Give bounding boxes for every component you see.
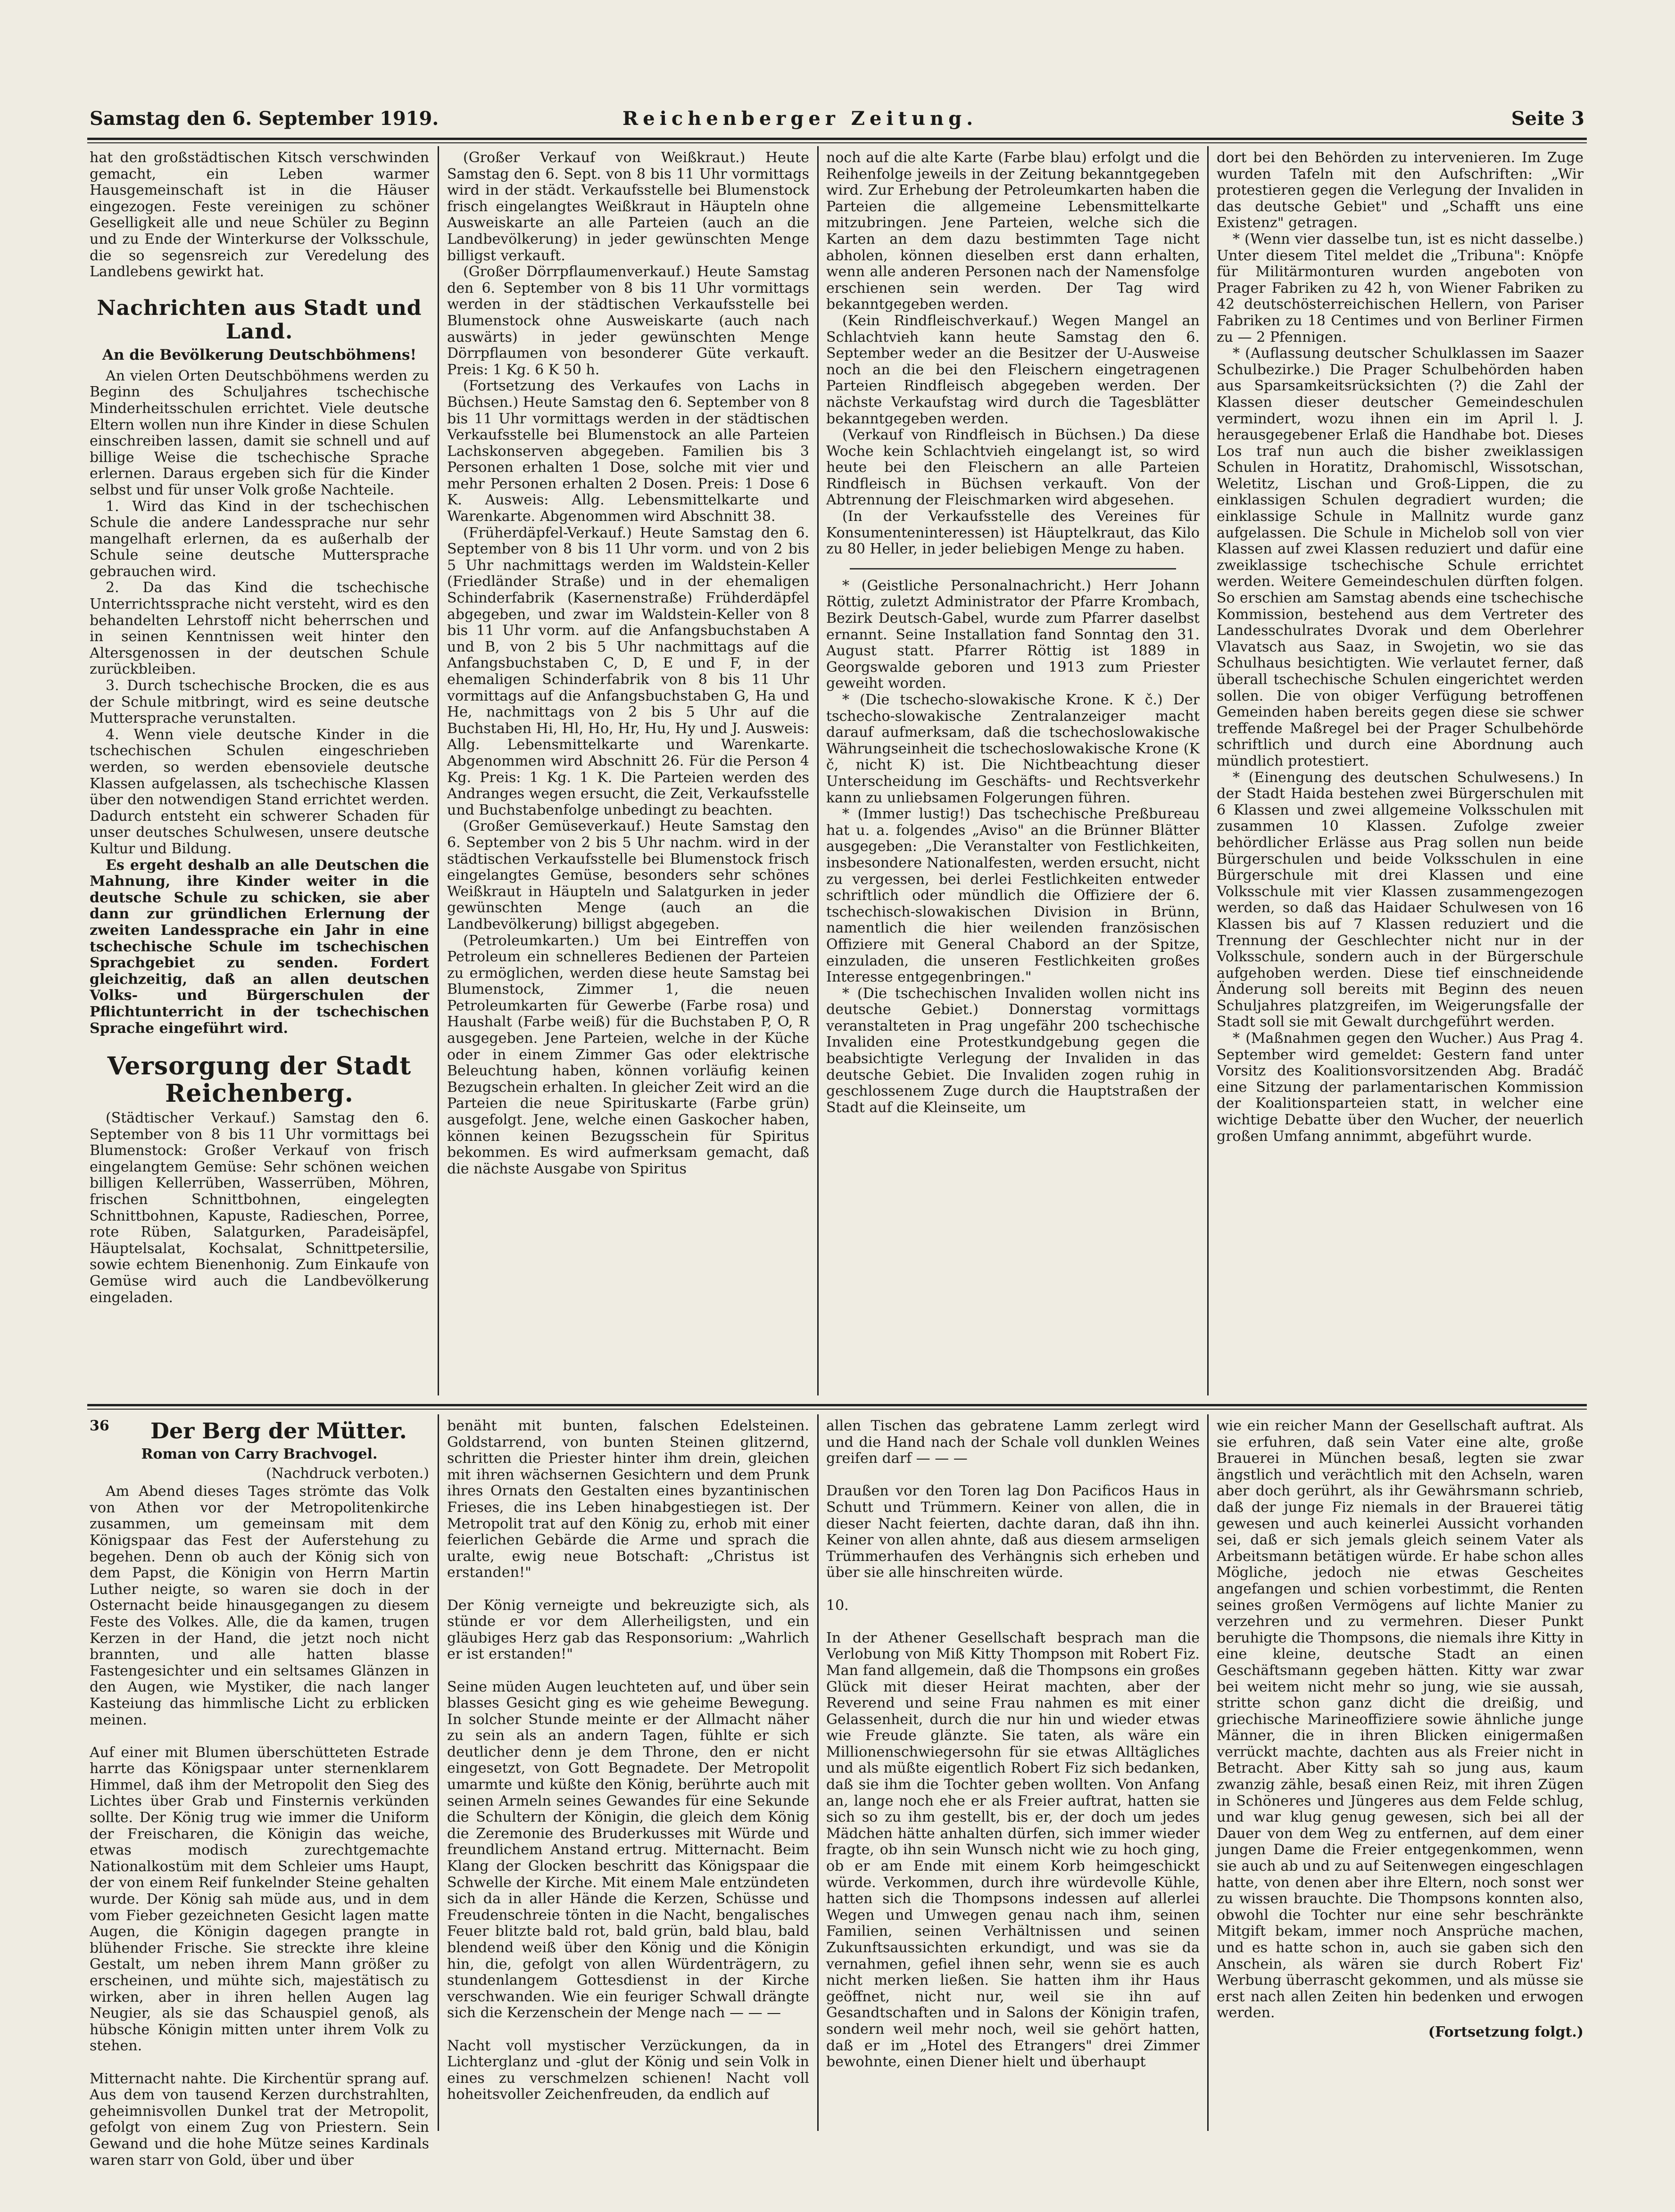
col4-paragraph: * (Wenn vier dasselbe tun, ist es nicht dasselbe.) Unter diesem Titel meldet die „Tribuna": Knöpfe für Militärmonturen wurden angeboten von Prager Fabriken zu 42 h, von Wiener Fabriken zu 42 deutschösterreichischen Hellern, von Pariser Fabriken zu 18 Centimes und von Berliner Firmen zu — 2 Pfennigen. <box>1217 231 1584 346</box>
feuilleton-continuation: (Fortsetzung folgt.) <box>1428 2023 1584 2040</box>
feuilleton-text: Am Abend dieses Tages strömte das Volk von Athen vor der Metropolitenkirche zusammen, um gemeinsam mit dem Königspaar das Fest der Auferstehung zu begehen. Denn ob auch der König sich von dem Papst, die Königin von Herrn Martin Luther neigte, so waren sie doch in der Osternacht beide hinausgegangen zu diesem Feste des Volkes. Alle, die da kamen, trugen Kerzen in der Hand, die jetzt noch nicht brannten, und alle hatten blasse Fastengesichter und ein seltsames Glänzen in den Augen, wie Mystiker, die nach langer Kasteiung das himmlische Licht zu erblicken meinen. Auf einer mit Blumen überschütteten Estrade harrte das Königspaar unter sternenklarem Himmel, daß ihm der Metropolit den Sieg des Lichtes über Grab und Finsternis verkünden sollte. Der König trug wie immer die Uniform der Freischaren, die Königin das weiche, etwas modisch zurechtgemachte Nationalkostüm mit dem Schleier ums Haupt, der von einem Reif funkelnder Steine gehalten wurde. Der König sah müde aus, und in dem vom Fieber gezeichneten Gesicht lagen matte Augen, die Königin dagegen prangte in blühender Frische. Sie streckte ihre kleine Gestalt, um neben ihrem Mann größer zu erscheinen, und mühte sich, majestätisch zu wirken, aber in ihren hellen Augen lag Neugier, als sie das Schauspiel genoß, als hübsche Königin mitten unter ihrem Volk zu stehen. Mitternacht nahte. Die Kirchentür sprang auf. Aus dem von tausend Kerzen durchstrahlten, geheimnisvollen Dunkel trat der Metropolit, gefolgt von einem Zug von Priestern. Sein Gewand und die hohe Mütze seines Kardinals waren starr von Gold, über und über <box>90 1483 429 2169</box>
feuilleton-number: 36 <box>90 1418 109 1434</box>
col4-paragraph: * (Maßnahmen gegen den Wucher.) Aus Prag 4. September wird gemeldet: Gestern fand unter Vorsitz des Koalitionsvorsitzenden Abg. Bradáč eine Sitzung der parlamentarischen Kommission der Koalitionsparteien statt, in welcher eine wichtige Debatte über den Wucher, der neuerlich großen Umfang annimmt, abgeführt wurde. <box>1217 1030 1584 1145</box>
feuilleton-text: allen Tischen das gebratene Lamm zerlegt wird und die Hand nach der Schale voll dunklen Weines greifen darf — — — Draußen vor den Toren lag Don Pacificos Haus in Schutt und Trümmern. Keiner von allen, die in dieser Nacht feierten, dachte daran, daß ihn ihn. Keiner von allen ahnte, daß aus diesem armseligen Trümmerhaufen des Verhängnis sich erheben und über sie alle hinschreiten würde. 10. In der Athener Gesellschaft besprach man die Verlobung von Miß Kitty Thompson mit Robert Fiz. Man fand allgemein, daß die Thompsons ein großes Glück mit dieser Heirat machten, aber der Reverend und seine Frau nahmen es mit einer Gelassenheit, durch die nur hin und wieder etwas wie Freude glänzte. Sie taten, als wäre ein Millionenschwiegersohn für sie etwas Alltägliches und als müßte eigentlich Robert Fiz sich bedanken, daß sie ihm die Tochter geben wollten. Von Anfang an, lange noch ehe er als Freier auftrat, hatten sie sich so zu ihm gestellt, bis er, der doch um jedes Mädchen hätte anhalten dürfen, sich immer wieder fragte, ob ihn sein Wunsch nicht wie zu hoch ging, ob er am Ende mit einem Korb heimgeschickt würde. Verkommen, durch ihre würdevolle Kühle, hatten sich die Thompsons indessen auf allerlei Wegen und Umwegen genau nach ihm, seinen Familien, seinen Verhältnissen und seinen Zukunftsaussichten erkundigt, und was sie da vernahmen, gefiel ihnen sehr, wenn sie es auch nicht merken ließen. Sie hatten ihm ihr Haus geöffnet, nicht nur, weil sie ihn auf Gesandtschaften und in Salons der Königin trafen, sondern weil mehr noch, weil sie gehört hatten, daß er im „Hotel des Etrangers" drei Zimmer bewohnte, einen Diener hielt und überhaupt <box>826 1418 1200 2071</box>
col1-paragraph: 2. Da das Kind die tschechische Unterrichtssprache nicht versteht, wird es den behandelten Lehrstoff nicht beherrschen und in seinen Kenntnissen weit hinter den Altersgenossen in der deutschen Schule zurückbleiben. <box>90 579 429 678</box>
page-header <box>90 107 1584 137</box>
col3-paragraph: * (Die tschechischen Invaliden wollen nicht ins deutsche Gebiet.) Donnerstag vormittags veranstalteten in Prag ungefähr 200 tschechische Invaliden eine Protestkundgebung gegen die beabsichtigte Verlegung der Invaliden in das deutsche Gebiet. Die Invaliden zogen ruhig in geschlossenem Zuge durch die Hauptstraßen der Stadt auf die Kleinseite, um <box>826 985 1200 1116</box>
feuilleton-column-4 <box>1217 1418 1584 2125</box>
col4-paragraph: * (Auflassung deutscher Schulklassen im Saazer Schulbezirke.) Die Prager Schulbehörden haben aus Sparsamkeitsrücksichten (?) die Zahl der Klassen dieser deutscher Gemeindeschulen vermindert, wozu ihnen ein im April l. J. herausgegebener Erlaß die Handhabe bot. Dieses Los traf nun auch die bisher zweiklassigen Schulen in Horatitz, Drahomischl, Wissotschan, Weletitz, Lischan und Groß-Lippen, die zu einklassigen Schulen degradiert wurden; die einklassige Schule in Mallnitz wurde ganz aufgelassen. Die Schule in Michelob soll von vier Klassen auf zwei Klassen reduziert und dafür eine zweiklassige tschechische Schule errichtet werden. Weitere Gemeindeschulen dürften folgen. So erschien am Samstag abends eine tschechische Kommission, bestehend aus dem Vertreter des Landesschulrates Dvorak und dem Oberlehrer Vlavatsch aus Saaz, in Swojetin, wo sie das Schulhaus besichtigten. Wie verlautet ferner, daß überall tschechische Schulen eingerichtet werden sollen. Die von obiger Verfügung betroffenen Gemeinden haben bereits gegen diese sie schwer treffende Maßregel bei der Prager Schulbehörde schriftlich und durch eine Abordnung auch mündlich protestiert. <box>1217 345 1584 769</box>
col3-paragraph: * (Immer lustig!) Das tschechische Preßbureau hat u. a. folgendes „Aviso" an die Brünner Blätter ausgegeben: „Die Veranstalter von Festlichkeiten, insbesondere Nationalfesten, werden ersucht, nicht zu vergessen, bei derlei Festlichkeiten entweder schriftlich oder mündlich die Offiziere der 6. tschechisch-slowakischen Division in Brünn, namentlich die hier weilenden französischen Offiziere mit General Chabord an der Spitze, einzuladen, die unseren Festlichkeiten großes Interesse entgegenbringen." <box>826 806 1200 986</box>
feuilleton-divider-1 <box>438 1414 439 2131</box>
column-divider-2 <box>817 146 819 1395</box>
col2-paragraph: (Petroleumkarten.) Um bei Eintreffen von Petroleum ein schnelleres Bedienen der Parteien zu ermöglichen, werden diese heute Samstag bei Blumenstock, Zimmer 1, die neuen Petroleumkarten für Gewerbe (Farbe rosa) und Haushalt (Farbe weiß) für die Buchstaben P, O, R ausgegeben. Jene Parteien, welche in der Küche oder in einem Zimmer Gas oder elektrische Beleuchtung haben, können vorläufig keinen Bezugschein erhalten. In gleicher Zeit wird an die Parteien die neue Spirituskarte (Farbe grün) ausgefolgt. Jene, welche einen Gaskocher haben, können keinen Bezugsschein für Spiritus bekommen. Es wird aufmerksam gemacht, daß die nächste Ausgabe von Spiritus <box>447 932 809 1177</box>
header-date: Samstag den 6. September 1919. <box>90 107 439 130</box>
col3-paragraph: * (Geistliche Personalnachricht.) Herr Johann Röttig, zuletzt Administrator der Pfarre Krombach, Bezirk Deutsch-Gabel, wurde zum Pfarrer daselbst ernannt. Seine Installation fand Sonntag den 31. August statt. Pfarrer Röttig ist 1889 in Georgswalde geboren und 1913 zum Priester geweiht worden. <box>826 577 1200 692</box>
feuilleton-rule-thin <box>87 1409 1587 1410</box>
col1-appeal: Es ergeht deshalb an alle Deutschen die Mahnung, ihre Kinder weiter in die deutsche Schule zu schicken, sie aber dann zur gründlichen Erlernung der zweiten Landessprache ein Jahr in eine tschechische Schule im tschechischen Sprachgebiet zu senden. Fordert gleichzeitig, daß an allen deutschen Volks- und Bürgerschulen der Pflichtunterricht in der tschechischen Sprache eingeführt wird. <box>90 857 429 1037</box>
column-divider-1 <box>438 146 439 1395</box>
header-title: Reichenberger Zeitung. <box>622 107 978 130</box>
feuilleton-text: benäht mit bunten, falschen Edelsteinen. Goldstarrend, von bunten Steinen glitzernd, schritten die Priester hinter ihm drein, gleichen mit ihren wächsernen Gesichtern und dem Prunk ihres Ornats den Gestalten eines byzantinischen Frieses, die ins Leben hinabgestiegen ist. Der Metropolit trat auf den König zu, erhob mit einer feierlichen Gebärde die Arme und sprach die uralte, ewig neue Botschaft: „Christus ist erstanden!" Der König verneigte und bekreuzigte sich, als stünde er vor dem Allerheiligsten, und ein gläubiges Herz gab das Responsorium: „Wahrlich er ist erstanden!" Seine müden Augen leuchteten auf, und über sein blasses Gesicht ging es wie geheime Bewegung. In solcher Stunde meinte er der Allmacht näher zu sein als an andern Tagen, fühlte er sich deutlicher denn je dem Throne, den er nicht eingesetzt, von Gott Begnadete. Der Metropolit umarmte und küßte den König, berührte auch mit seinen Armeln seines Gewandes für eine Sekunde die Schultern der Königin, die gleich dem König die Zeremonie des Bruderkusses mit Würde und freundlichem Anstand ertrug. Mitternacht. Beim Klang der Glocken beschritt das Königspaar die Schwelle der Kirche. Mit einem Male entzündeten sich da in aller Hände die Kerzen, Schüsse und Freudenschreie tönten in die Nacht, bengalisches Feuer blitzte bald rot, bald grün, bald blau, bald blendend weiß über den König und die Königin hin, die, gefolgt von allen Würdenträgern, zu stundenlangem Gottesdienst in der Kirche verschwanden. Wie ein feuriger Schwall drängte sich die Kerzenschein der Menge nach — — — Nacht voll mystischer Verzückungen, da in Lichterglanz und -glut der König und sein Volk in eines zu verschmelzen schienen! Nacht voll hoheitsvoller Zeichenfreuden, da endlich auf <box>447 1418 809 2103</box>
col1-paragraph: An vielen Orten Deutschböhmens werden zu Beginn des Schuljahres tschechische Minderheitsschulen errichtet. Viele deutsche Eltern wollen nun ihre Kinder in diese Schulen einschreiben lassen, damit sie schnell und auf billige Weise die tschechische Sprache erlernen. Daraus ergeben sich für die Kinder selbst und für unser Volk große Nachteile. <box>90 367 429 498</box>
col2-paragraph: (Großer Gemüseverkauf.) Heute Samstag den 6. September von 2 bis 5 Uhr nachm. wird in der städtischen Verkaufsstelle bei Blumenstock frisch eingelangtes Gemüse, besonders sehr schönes Weißkraut in Häupteln und Salatgurken in jeder gewünschten Menge (auch an die Landbevölkerung) billigst abgegeben. <box>447 818 809 933</box>
col1-paragraph: 3. Durch tschechische Brocken, die es aus der Schule mitbringt, wird es seine deutsche Muttersprache verunstalten. <box>90 677 429 727</box>
col3-paragraph: * (Die tschecho-slowakische Krone. K č.) Der tschecho-slowakische Zentralanzeiger macht darauf aufmerksam, daß die tschechoslowakische Währungseinheit die tschechoslowakische Krone (K č, nicht K) ist. Die Nichtbeachtung dieser Unterscheidung im Geschäfts- und Rechtsverkehr kann zu unliebsamen Folgerungen führen. <box>826 692 1200 806</box>
section-heading-versorgung: Versorgung der Stadt Reichenberg. <box>107 1052 412 1108</box>
col2-paragraph: (Großer Dörrpflaumenverkauf.) Heute Samstag den 6. September von 8 bis 11 Uhr vormittags werden in der städtischen Verkaufsstelle bei Blumenstock ohne Ausweiskarte (auch nach auswärts) in jeder gewünschten Menge Dörrpflaumen von besonderer Güte verkauft. Preis: 1 Kg. 6 K 50 h. <box>447 264 809 378</box>
feuilleton-divider-3 <box>1207 1414 1209 2131</box>
header-rule <box>87 138 1587 140</box>
col1-intro: hat den großstädtischen Kitsch verschwinden gemacht, ein Leben warmer Hausgemeinschaft ist in die Häuser eingezogen. Feste vereinigen zu schöner Geselligkeit alle und neue Schüler zu Beginn und zu Ende der Winterkurse der Volksschule, die so segensreich zur Veredelung des Landlebens gewirkt hat. <box>90 149 429 281</box>
section-heading-nachrichten: Nachrichten aus Stadt und Land. <box>97 296 422 344</box>
col3-paragraph: (Verkauf von Rindfleisch in Büchsen.) Da diese Woche kein Schlachtvieh eingelangt ist, so wird heute bei den Fleischern an alle Parteien Rindfleisch in Büchsen verkauft. Von der Abtrennung der Fleischmarken wird abgesehen. <box>826 427 1200 509</box>
col3-paragraph: (Kein Rindfleischverkauf.) Wegen Mangel an Schlachtvieh kann heute Samstag den 6. September weder an die Besitzer der U-Ausweise noch an die bei den Fleischern eingetragenen Parteien Rindfleisch abgegeben werden. Der nächste Verkaufstag wird durch die Tagesblätter bekanntgegeben werden. <box>826 312 1200 427</box>
feuilleton-column-3 <box>826 1418 1200 2125</box>
col2-paragraph: (Großer Verkauf von Weißkraut.) Heute Samstag den 6. Sept. von 8 bis 11 Uhr vormittags wird in der städt. Verkaufsstelle bei Blumenstock frisch eingelangtes Weißkraut in Häupteln ohne Ausweiskarte an alle Parteien (auch an die Landbevölkerung) in jeder gewünschten Menge billigst verkauft. <box>447 149 809 264</box>
feuilleton-title: Der Berg der Mütter. <box>150 1418 407 1444</box>
col4-paragraph: * (Einengung des deutschen Schulwesens.) In der Stadt Haida bestehen zwei Bürgerschulen mit 6 Klassen und zwei allgemeine Volksschulen mit zusammen 10 Klassen. Zufolge zweier behördlicher Erlässe aus Prag sollen nun beide Bürgerschulen und beide Volksschulen in eine Bürgerschule mit drei Klassen und eine Volksschule mit vier Klassen zusammengezogen werden, so daß das Haidaer Schulwesen von 16 Klassen bis auf 7 Klassen reduziert und die Trennung der Geschlechter nicht nur in der Volksschule, sondern auch in der Bürgerschule aufgehoben werden. Diese tief einschneidende Änderung soll bereits mit Beginn des neuen Schuljahres platzgreifen, im Weigerungsfalle der Stadt soll sie mit Gewalt durchgeführt werden. <box>1217 769 1584 1031</box>
feuilleton-rule <box>87 1404 1587 1406</box>
col3-paragraph: noch auf die alte Karte (Farbe blau) erfolgt und die Reihenfolge jeweils in der Zeitung bekanntgegeben wird. Zur Erhebung der Petroleumkarten haben die Parteien die allgemeine Lebensmittelkarte mitzubringen. Jene Parteien, welche sich die Karten an dem dazu bestimmten Tage nicht abholen, können dieselben erst dann erhalten, wenn alle anderen Personen nach der Namensfolge erschienen sein werden. Der Tag wird bekanntgegeben werden. <box>826 149 1200 313</box>
col1-paragraph: (Städtischer Verkauf.) Samstag den 6. September von 8 bis 11 Uhr vormittags bei Blumenstock: Großer Verkauf von frisch eingelangtem Gemüse: Sehr schönen weichen billigen Kellerrüben, Wasserrüben, Möhren, frischen Schnittbohnen, eingelegten Schnittbohnen, Kapuste, Radieschen, Porree, rote Rüben, Salatgurken, Paradeisäpfel, Häuptelsalat, Kochsalat, Schnittpetersilie, sowie echtem Bienenhonig. Zum Einkaufe von Gemüse wird auch die Landbevölkerung eingeladen. <box>90 1110 429 1306</box>
column-1 <box>90 150 429 1399</box>
col4-paragraph: dort bei den Behörden zu intervenieren. Im Zuge wurden Tafeln mit den Aufschriften: „Wir protestieren gegen die Verlegung der Invaliden in das deutsche Gebiet" und „Schafft uns eine Existenz" getragen. <box>1217 149 1584 231</box>
column-3 <box>826 150 1200 1399</box>
feuilleton-author: Roman von Carry Brachvogel. <box>141 1446 378 1462</box>
col2-paragraph: (Früherdäpfel-Verkauf.) Heute Samstag den 6. September von 8 bis 11 Uhr vorm. und von 2 bis 5 Uhr nachmittags werden im Waldstein-Keller (Friedländer Straße) und in der ehemaligen Schinderfabrik (Kasernenstraße) Frühderdäpfel abgegeben, und zwar im Waldstein-Keller von 8 bis 11 Uhr vorm. auf die Anfangsbuchstaben A und B, von 2 bis 5 Uhr nachmittags auf die Anfangsbuchstaben C, D, E und F, in der ehemaligen Schinderfabrik von 8 bis 11 Uhr vormittags auf die Anfangsbuchstaben G, Ha und He, nachmittags von 2 bis 5 Uhr auf die Buchstaben Hi, Hl, Ho, Hr, Hu, Hy und J. Ausweis: Allg. Lebensmittelkarte und Warenkarte. Abgenommen wird Abschnitt 26. Für die Person 4 Kg. Preis: 1 Kg. 1 K. Die Parteien werden des Andranges wegen ersucht, die Zeit, Verkaufsstelle und Buchstabenfolge unbedingt zu beachten. <box>447 524 809 818</box>
feuilleton-title-block <box>90 1418 429 1444</box>
feuilleton-column-1 <box>90 1418 429 2169</box>
col3-paragraph: (In der Verkaufsstelle des Vereines für Konsumenteninteressen) ist Häuptelkraut, das Kilo zu 80 Heller, in jeder beliebigen Menge zu haben. <box>826 508 1200 558</box>
feuilleton-divider-2 <box>817 1414 819 2131</box>
feuilleton-notice: (Nachdruck verboten.) <box>265 1465 429 1482</box>
col1-paragraph: 4. Wenn viele deutsche Kinder in die tschechischen Schulen eingeschrieben werden, so werden ebensoviele deutsche Klassen aufgelassen, als tschechische Klassen über den notwendigen Stand errichtet werden. Dadurch entsteht ein schwerer Schaden für unser deutsches Schulwesen, unsere deutsche Kultur und Bildung. <box>90 726 429 857</box>
col2-paragraph: (Fortsetzung des Verkaufes von Lachs in Büchsen.) Heute Samstag den 6. September von 8 bis 11 Uhr vormittags werden in der städtischen Verkaufsstelle bei Blumenstock an alle Parteien Lachskonserven abgegeben. Familien bis 3 Personen erhalten 1 Dose, solche mit vier und mehr Personen erhalten 2 Dosen. Preis: 1 Dose 6 K. Ausweis: Allg. Lebensmittelkarte und Warenkarte. Abgenommen wird Abschnitt 38. <box>447 378 809 525</box>
feuilleton-column-2 <box>447 1418 809 2125</box>
column-divider-3 <box>1207 146 1209 1395</box>
feuilleton-text: wie ein reicher Mann der Gesellschaft auftrat. Als sie erfuhren, daß sein Vater eine alte, große Brauerei in München besaß, legten sie zwar ängstlich und verächtlich mit den Achseln, waren aber doch gerührt, als ihr Gewährsmann schrieb, daß der junge Fiz niemals in der Brauerei tätig gewesen und auch keinerlei Aussicht vorhanden sei, daß er sich jemals gleich seinem Vater als Arbeitsmann betätigen würde. Er habe schon alles Mögliche, jedoch nie etwas Gescheites angefangen und schien vorbestimmt, die Renten seines großen Vermögens auf lichte Manier zu verzehren und zu vermehren. Dieser Punkt beruhigte die Thompsons, die niemals ihre Kitty in eine kleine, deutsche Stadt an einen Geschäftsmann gegeben hätten. Kitty war zwar bei weitem nicht mehr so jung, wie sie aussah, stritte schon ganz dicht die dreißig, und griechische Marineoffiziere sowie ähnliche junge Männer, die in ihren Blicken einigermaßen verrückt machte, dachten aus als Freier nicht in Betracht. Aber Kitty sah so jung aus, kaum zwanzig zähle, besaß einen Reiz, mit ihren Zügen in Schöneres und Jüngeres aus dem Felde schlug, und war klug genug gewesen, sich bei all der Dauer von dem Weg zu entfernen, auf dem einer jungen Dame die Freier entgegenkommen, wenn sie auch ab und zu auf Seitenwegen eingeschlagen hatte, von denen aber ihre Eltern, noch sonst wer zu wissen brauchte. Die Thompsons konnten also, obwohl die Tochter nur eine sehr beschränkte Mitgift bekam, immer noch Ansprüche machen, und es hatte schon in, auch sie gaben sich den Anschein, als wären sie durch Robert Fiz' Werbung überrascht gekommen, und als müsse sie erst nach allen Zeiten hin bedenken und erwogen werden. <box>1217 1418 1584 2022</box>
column-2 <box>447 150 809 1399</box>
column-4 <box>1217 150 1584 1399</box>
section-separator <box>850 568 1176 570</box>
appeal-heading: An die Bevölkerung Deutschböhmens! <box>102 346 417 363</box>
col1-paragraph: 1. Wird das Kind in der tschechischen Schule die andere Landessprache nur sehr mangelhaft erlernen, da es außerhalb der Schule seine deutsche Muttersprache gebrauchen wird. <box>90 498 429 580</box>
header-rule-thin <box>87 142 1587 143</box>
header-page-number: Seite 3 <box>1511 107 1584 130</box>
